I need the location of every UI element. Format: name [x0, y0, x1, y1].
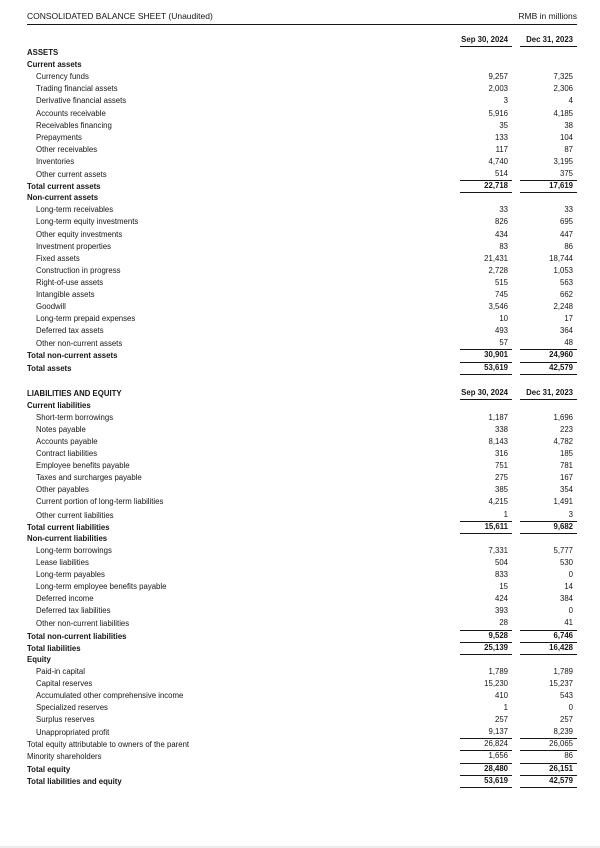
table-row [27, 83, 577, 95]
value-prior-period: 447 [559, 229, 573, 239]
value-current-period: 9,137 [460, 726, 512, 739]
table-row [27, 412, 577, 424]
table-row [27, 229, 577, 241]
value-current-period: 53,619 [460, 362, 512, 375]
value-prior-period: 7,325 [553, 72, 573, 82]
value-current-period: 25,139 [460, 642, 512, 655]
value-prior-period: 167 [559, 473, 573, 483]
value-current-period: 514 [460, 168, 512, 181]
table-row [27, 605, 577, 617]
row-label: Total assets [27, 363, 72, 373]
value-current-period: 10 [499, 314, 508, 324]
row-label: Trading financial assets [36, 84, 118, 94]
value-current-period: 4,215 [488, 497, 508, 507]
table-row [27, 690, 577, 702]
row-label: Capital reserves [36, 678, 93, 688]
value-current-period: 133 [494, 132, 508, 142]
table-row [27, 750, 577, 762]
row-label: Employee benefits payable [36, 461, 130, 471]
value-prior-period: 5,777 [553, 545, 573, 555]
row-label: Construction in progress [36, 265, 121, 275]
table-row [27, 654, 577, 666]
value-prior-period: 2,248 [553, 302, 573, 312]
column-header-current-period: Sep 30, 2024 [460, 387, 512, 400]
table-row [27, 362, 577, 374]
value-prior-period: 48 [520, 337, 577, 350]
table-row [27, 95, 577, 107]
value-current-period: 3,546 [488, 302, 508, 312]
table-row [27, 714, 577, 726]
row-label: Long-term equity investments [36, 217, 139, 227]
value-current-period: 833 [494, 570, 508, 580]
value-prior-period: 185 [559, 449, 573, 459]
value-prior-period: 26,065 [520, 738, 577, 751]
table-row [27, 156, 577, 168]
value-prior-period: 0 [568, 703, 573, 713]
row-label: Accounts receivable [36, 108, 106, 118]
value-current-period: 1,656 [460, 750, 512, 763]
table-row [27, 775, 577, 787]
table-row [27, 59, 577, 71]
row-label: Taxes and surcharges payable [36, 473, 142, 483]
table-row [27, 726, 577, 738]
row-label: Current assets [27, 60, 82, 70]
value-current-period: 9,528 [460, 630, 512, 643]
value-current-period: 83 [499, 241, 508, 251]
liabilities-equity-table [27, 400, 577, 787]
table-row [27, 108, 577, 120]
row-label: Total equity attributable to owners of the parent [27, 740, 190, 750]
table-row [27, 617, 577, 629]
row-label: Long-term borrowings [36, 545, 112, 555]
value-prior-period: 4,185 [553, 108, 573, 118]
row-label: Fixed assets [36, 253, 80, 263]
row-label: Notes payable [36, 424, 86, 434]
value-current-period: 8,143 [488, 437, 508, 446]
value-current-period: 1,789 [488, 666, 508, 676]
value-prior-period: 543 [559, 690, 573, 700]
value-current-period: 53,619 [460, 775, 512, 788]
row-label: Other payables [36, 485, 89, 495]
value-prior-period: 16,428 [520, 642, 577, 655]
table-row [27, 168, 577, 180]
value-prior-period: 1,491 [553, 497, 573, 507]
value-current-period: 21,431 [484, 253, 508, 263]
table-row [27, 581, 577, 593]
row-label: Currency funds [36, 72, 89, 82]
value-prior-period: 17 [564, 314, 573, 324]
value-current-period: 338 [494, 424, 508, 434]
row-label: Accounts payable [36, 437, 98, 446]
row-label: Other non-current liabilities [36, 619, 130, 629]
value-current-period: 7,331 [488, 545, 508, 555]
row-label: Long-term payables [36, 570, 105, 580]
row-label: Current portion of long-term liabilities [36, 497, 164, 507]
table-row [27, 460, 577, 472]
row-label: Short-term borrowings [36, 412, 114, 422]
row-label: Total liabilities and equity [27, 776, 122, 786]
row-label: Deferred tax liabilities [36, 606, 111, 616]
table-row [27, 642, 577, 654]
value-prior-period: 6,746 [520, 630, 577, 643]
value-prior-period: 14 [564, 582, 573, 592]
value-prior-period: 86 [564, 241, 573, 251]
value-current-period: 57 [460, 337, 512, 350]
row-label: Long-term employee benefits payable [36, 582, 167, 592]
table-row [27, 738, 577, 750]
table-row [27, 472, 577, 484]
row-label: Other non-current assets [36, 339, 123, 349]
value-prior-period: 87 [564, 144, 573, 154]
table-row [27, 763, 577, 775]
column-header-prior-period: Dec 31, 2023 [520, 34, 577, 47]
value-prior-period: 42,579 [520, 775, 577, 788]
value-prior-period: 3 [520, 509, 577, 522]
value-current-period: 28,480 [460, 763, 512, 776]
table-row [27, 509, 577, 521]
value-current-period: 751 [494, 461, 508, 471]
table-row [27, 678, 577, 690]
value-prior-period: 0 [568, 606, 573, 616]
table-row [27, 557, 577, 569]
row-label: Total non-current assets [27, 351, 118, 361]
table-row [27, 180, 577, 192]
row-label: Inventories [36, 156, 75, 166]
value-prior-period: 1,696 [553, 412, 573, 422]
value-prior-period: 563 [559, 277, 573, 287]
value-current-period: 410 [494, 690, 508, 700]
column-header-current-period: Sep 30, 2024 [460, 34, 512, 47]
row-label: Non-current liabilities [27, 533, 108, 543]
table-row [27, 301, 577, 313]
row-label: Derivative financial assets [36, 96, 127, 106]
table-row [27, 496, 577, 508]
table-row [27, 241, 577, 253]
value-prior-period: 695 [559, 217, 573, 227]
value-prior-period: 104 [559, 132, 573, 142]
value-current-period: 3 [503, 96, 508, 106]
unit-label: RMB in millions [518, 11, 577, 21]
row-label: Right-of-use assets [36, 277, 104, 287]
value-prior-period: 38 [564, 120, 573, 130]
table-row [27, 47, 577, 59]
value-prior-period: 662 [559, 289, 573, 299]
value-prior-period: 781 [559, 461, 573, 471]
value-current-period: 33 [499, 205, 508, 215]
value-current-period: 30,901 [460, 349, 512, 362]
row-label: Total liabilities [27, 643, 81, 653]
row-label: Investment properties [36, 241, 111, 251]
value-prior-period: 384 [559, 594, 573, 604]
row-label: Total equity [27, 764, 71, 774]
value-prior-period: 257 [559, 715, 573, 725]
section-gap [27, 374, 577, 387]
table-row [27, 265, 577, 277]
row-label: Goodwill [36, 302, 66, 312]
table-row [27, 120, 577, 132]
table-row [27, 593, 577, 605]
value-current-period: 117 [495, 144, 508, 154]
table-row [27, 521, 577, 533]
row-label: Lease liabilities [36, 557, 89, 567]
row-label: Other current assets [36, 170, 107, 180]
value-prior-period: 0 [568, 570, 573, 580]
value-prior-period: 17,619 [520, 180, 577, 193]
table-row [27, 569, 577, 581]
row-label: Prepayments [36, 132, 82, 142]
table-row [27, 313, 577, 325]
row-label: Other receivables [36, 144, 98, 154]
table-row [27, 436, 577, 448]
value-prior-period: 41 [520, 617, 577, 630]
value-current-period: 1 [503, 703, 508, 713]
value-prior-period: 4 [568, 96, 573, 106]
value-current-period: 424 [494, 594, 508, 604]
value-prior-period: 530 [559, 557, 573, 567]
value-current-period: 1,187 [488, 412, 508, 422]
row-label: Contract liabilities [36, 449, 98, 459]
row-label: Deferred income [36, 594, 94, 604]
row-label: Long-term prepaid expenses [36, 314, 136, 324]
table-row [27, 533, 577, 545]
table-row [27, 349, 577, 361]
value-prior-period: 15,237 [549, 678, 573, 688]
value-prior-period: 18,744 [549, 253, 573, 263]
table-row [27, 192, 577, 204]
table-row [27, 448, 577, 460]
value-current-period: 2,003 [488, 84, 508, 94]
value-prior-period: 2,306 [553, 84, 573, 94]
value-current-period: 4,740 [488, 156, 508, 166]
value-prior-period: 375 [520, 168, 577, 181]
value-current-period: 316 [494, 449, 508, 459]
value-prior-period: 8,239 [520, 726, 577, 739]
table-row [27, 337, 577, 349]
value-current-period: 2,728 [488, 265, 508, 275]
row-label: Intangible assets [36, 289, 95, 299]
value-current-period: 434 [494, 229, 508, 239]
row-label: Receivables financing [36, 120, 112, 130]
row-label: Current liabilities [27, 400, 91, 410]
table-row [27, 277, 577, 289]
value-current-period: 393 [494, 606, 508, 616]
value-current-period: 1 [460, 509, 512, 522]
value-current-period: 9,257 [488, 72, 508, 82]
row-label: ASSETS [27, 48, 59, 58]
assets-table [27, 47, 577, 374]
value-current-period: 493 [494, 326, 508, 336]
table-row [27, 253, 577, 265]
row-label: Other current liabilities [36, 510, 114, 520]
row-label: Surplus reserves [36, 715, 95, 725]
value-prior-period: 364 [559, 326, 573, 336]
value-prior-period: 86 [520, 750, 577, 763]
value-prior-period: 1,789 [553, 666, 573, 676]
row-label: Deferred tax assets [36, 326, 104, 336]
liabilities-header-row [27, 387, 577, 400]
value-prior-period: 354 [559, 485, 573, 495]
table-row [27, 204, 577, 216]
table-row [27, 424, 577, 436]
value-current-period: 826 [494, 217, 508, 227]
table-row [27, 545, 577, 557]
value-current-period: 275 [494, 473, 508, 483]
value-prior-period: 3,195 [553, 156, 573, 166]
table-row [27, 484, 577, 496]
value-prior-period: 42,579 [520, 362, 577, 375]
value-current-period: 5,916 [488, 108, 508, 118]
table-row [27, 630, 577, 642]
row-label: Minority shareholders [27, 752, 102, 762]
value-current-period: 385 [494, 485, 508, 495]
row-label: Equity [27, 654, 51, 664]
row-label: Total current assets [27, 182, 101, 192]
row-label: Specialized reserves [36, 703, 108, 713]
value-current-period: 515 [494, 277, 508, 287]
row-label: Accumulated other comprehensive income [36, 690, 184, 700]
column-header-prior-period: Dec 31, 2023 [520, 387, 577, 400]
row-label: Total current liabilities [27, 522, 110, 532]
page-title: CONSOLIDATED BALANCE SHEET (Unaudited) [27, 11, 213, 21]
assets-column-header-row [27, 34, 577, 47]
value-prior-period: 223 [559, 424, 573, 434]
value-prior-period: 24,960 [520, 349, 577, 362]
value-prior-period: 4,782 [553, 437, 573, 446]
document-header [27, 11, 577, 25]
table-row [27, 132, 577, 144]
table-row [27, 289, 577, 301]
row-label: Other equity investments [36, 229, 123, 239]
table-row [27, 400, 577, 412]
table-row [27, 325, 577, 337]
table-row [27, 216, 577, 228]
value-current-period: 28 [460, 617, 512, 630]
value-current-period: 257 [494, 715, 508, 725]
liabilities-section-title: LIABILITIES AND EQUITY [27, 388, 122, 398]
value-prior-period: 1,053 [553, 265, 573, 275]
table-row [27, 71, 577, 83]
value-current-period: 35 [499, 120, 508, 130]
row-label: Non-current assets [27, 193, 99, 203]
value-current-period: 504 [494, 557, 508, 567]
value-current-period: 15,230 [484, 678, 508, 688]
table-row [27, 702, 577, 714]
value-current-period: 22,718 [460, 180, 512, 193]
value-prior-period: 33 [564, 205, 573, 215]
value-prior-period: 9,682 [520, 521, 577, 534]
row-label: Paid-in capital [36, 666, 85, 676]
value-current-period: 26,824 [460, 738, 512, 751]
row-label: Long-term receivables [36, 205, 114, 215]
row-label: Total non-current liabilities [27, 631, 127, 641]
table-row [27, 666, 577, 678]
value-current-period: 15 [499, 582, 508, 592]
table-row [27, 144, 577, 156]
value-current-period: 15,611 [460, 521, 512, 534]
value-prior-period: 26,151 [520, 763, 577, 776]
row-label: Unappropriated profit [36, 728, 110, 738]
value-current-period: 745 [494, 289, 508, 299]
